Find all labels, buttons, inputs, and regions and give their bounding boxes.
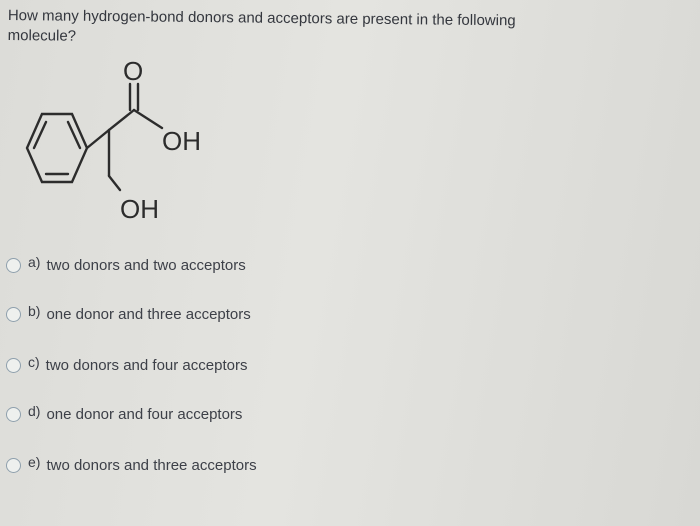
option-e-text: two donors and three acceptors (46, 456, 257, 474)
question-line-2: molecule? (7, 26, 77, 45)
option-e-letter: e) (28, 454, 41, 470)
option-b-letter: b) (28, 303, 41, 319)
radio-b[interactable] (6, 307, 21, 322)
option-d-letter: d) (28, 403, 41, 419)
radio-c[interactable] (6, 358, 21, 373)
radio-a[interactable] (6, 258, 21, 273)
option-d[interactable] (6, 401, 242, 427)
option-a-text: two donors and two acceptors (46, 256, 246, 274)
molecule-drawing (12, 58, 242, 236)
question-line-1: How many hydrogen-bond donors and acceptors are present in the following (7, 6, 516, 30)
carbonyl-oxygen-label: O (123, 58, 144, 86)
option-e[interactable] (6, 452, 257, 478)
question-text (8, 6, 608, 52)
option-c[interactable] (6, 352, 247, 378)
option-a-letter: a) (28, 254, 41, 270)
option-b-text: one donor and three acceptors (46, 305, 251, 323)
option-b[interactable] (6, 301, 251, 327)
acid-hydroxyl-label: OH (162, 126, 201, 156)
molecule-structure (12, 58, 242, 236)
benzene-ring (27, 114, 87, 182)
option-c-letter: c) (28, 354, 40, 370)
radio-d[interactable] (6, 407, 21, 422)
radio-e[interactable] (6, 458, 21, 473)
option-a[interactable] (6, 252, 246, 278)
option-c-text: two donors and four acceptors (45, 356, 248, 374)
alcohol-hydroxyl-label: OH (120, 194, 159, 224)
option-d-text: one donor and four acceptors (46, 405, 243, 423)
